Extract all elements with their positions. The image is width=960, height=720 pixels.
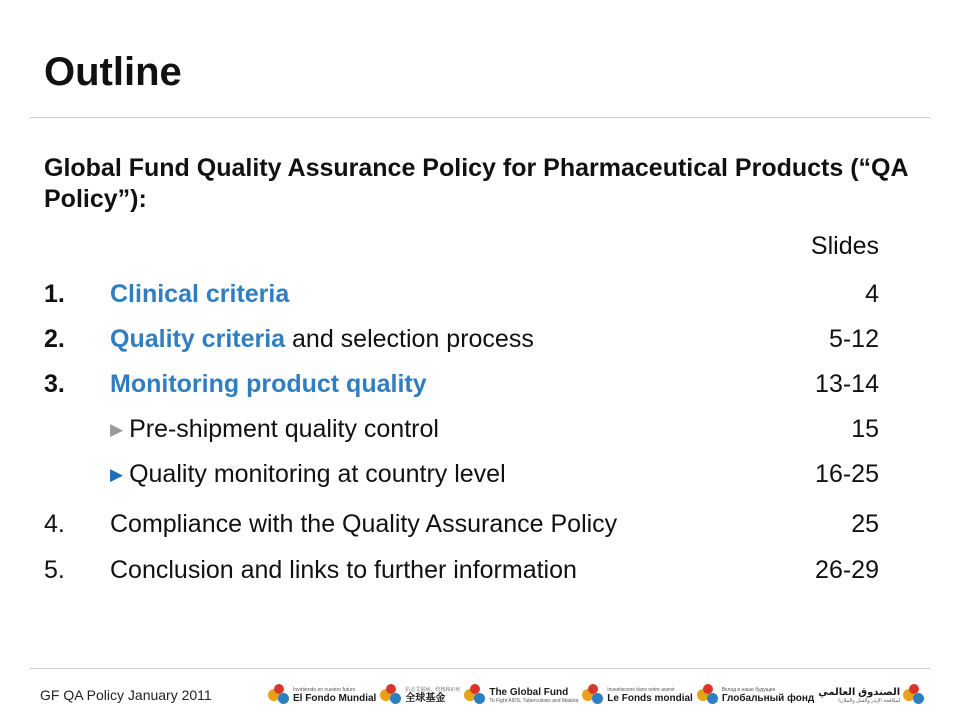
item-label bbox=[110, 325, 534, 354]
item-label: Compliance with the Quality Assurance Policy bbox=[110, 510, 618, 538]
logo-el-fondo-mundial: Invirtiendo en nuestro futuro El Fondo Mundial bbox=[268, 684, 376, 706]
global-fund-mark-icon bbox=[464, 684, 486, 706]
item-number: 4. bbox=[44, 510, 65, 538]
item-number: 1. bbox=[44, 280, 65, 308]
item-number: 3. bbox=[44, 370, 65, 398]
global-fund-mark-icon bbox=[903, 684, 925, 706]
item-number: 2. bbox=[44, 325, 65, 353]
item-label: Conclusion and links to further information bbox=[110, 556, 577, 584]
grey-triangle-icon: ▶ bbox=[110, 420, 124, 439]
global-fund-mark-icon bbox=[268, 684, 290, 706]
partner-logos bbox=[268, 678, 928, 712]
blue-triangle-icon: ▶ bbox=[110, 465, 124, 484]
title-divider bbox=[30, 117, 930, 118]
item-pages: 4 bbox=[865, 280, 879, 308]
item-highlight: Quality criteria bbox=[110, 325, 286, 353]
item-pages: 25 bbox=[851, 510, 879, 538]
item-highlight: Monitoring product quality bbox=[110, 370, 427, 398]
item-label bbox=[110, 280, 289, 309]
subitem-pages: 15 bbox=[851, 415, 879, 443]
outline-item-4 bbox=[44, 510, 879, 542]
footer-divider bbox=[30, 668, 930, 669]
outline-subitem-2 bbox=[44, 460, 879, 492]
footer-label: GF QA Policy January 2011 bbox=[40, 687, 212, 703]
outline-item-3 bbox=[44, 370, 879, 402]
outline-item-2 bbox=[44, 325, 879, 357]
item-rest: and selection process bbox=[285, 325, 534, 353]
page-title: Outline bbox=[44, 50, 182, 94]
subitem-label: ▶ Quality monitoring at country level bbox=[110, 460, 506, 488]
outline-subitem-1 bbox=[44, 415, 879, 447]
slides-column-header: Slides bbox=[810, 232, 879, 260]
global-fund-mark-icon bbox=[380, 684, 402, 706]
item-pages: 26-29 bbox=[815, 556, 879, 584]
outline-item-5 bbox=[44, 556, 879, 588]
item-label bbox=[110, 370, 427, 399]
item-pages: 5-12 bbox=[828, 325, 879, 353]
item-highlight: Clinical criteria bbox=[110, 280, 290, 308]
intro-heading: Global Fund Quality Assurance Policy for Pharmaceutical Products (“QA Policy”): bbox=[44, 154, 908, 213]
logo-chinese: 抗击艾滋病、结核和疟疾 全球基金 bbox=[380, 684, 460, 706]
subitem-pages: 16-25 bbox=[815, 460, 879, 488]
outline-item-1 bbox=[44, 280, 879, 312]
item-pages: 13-14 bbox=[815, 370, 879, 398]
logo-le-fonds-mondial: Investissons dans notre avenir Le Fonds mondial bbox=[582, 684, 693, 706]
logo-russian: Вклад в наше будущее Глобальный фонд bbox=[697, 684, 814, 706]
global-fund-mark-icon bbox=[697, 684, 719, 706]
item-number: 5. bbox=[44, 556, 65, 584]
global-fund-mark-icon bbox=[582, 684, 604, 706]
logo-the-global-fund: The Global Fund To Fight AIDS, Tuberculosis and Malaria bbox=[464, 684, 578, 706]
logo-arabic: الصندوق العالمي لمكافحة الإيدز والسل والملاريا bbox=[818, 684, 925, 706]
subitem-label: ▶ Pre-shipment quality control bbox=[110, 415, 439, 443]
